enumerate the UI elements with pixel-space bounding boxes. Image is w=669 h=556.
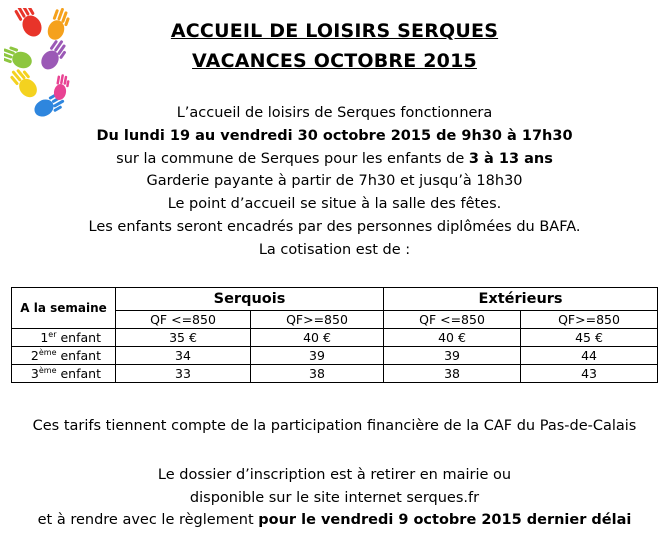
row-sup: ème [38,365,57,375]
column-header: QF>=850 [521,311,658,329]
table-cell: 38 [384,365,521,383]
dossier-line-3-text: et à rendre avec le règlement [37,512,259,528]
table-cell: 43 [521,365,658,383]
group-header-exterieurs: Extérieurs [384,288,658,311]
title-line-1: ACCUEIL DE LOISIRS SERQUES [170,20,499,42]
hand-pink [53,73,71,101]
row-num: 1 [40,329,49,345]
tarifs-table [11,287,658,383]
row-num: 2 [30,347,39,363]
row-label [12,329,116,347]
intro-line-4: Garderie payante à partir de 7h30 et jusqu’à 18h30 [146,173,523,190]
dossier-text [0,464,669,532]
row-label [12,347,116,365]
intro-line-3 [0,148,669,171]
intro-dates: Du lundi 19 au vendredi 30 octobre 2015 de 9h30 à 17h30 [96,127,573,144]
intro-line-3-text: sur la commune de Serques pour les enfants de [116,150,469,167]
group-header-serquois: Serquois [116,288,384,311]
row-sup: ème [38,347,57,357]
column-header: QF <=850 [116,311,251,329]
intro-line-6: Les enfants seront encadrés par des personnes diplômées du BAFA. [88,218,581,235]
column-header: QF>=850 [251,311,384,329]
row-num: 3 [30,365,39,381]
row-label-text: enfant [56,365,101,381]
table-cell: 35 € [116,329,251,347]
intro-line-5: Le point d’accueil se situe à la salle des fêtes. [167,196,502,213]
table-header-row [12,288,658,311]
row-sup: er [48,329,57,339]
caf-note: Ces tarifs tiennent compte de la participation financière de la CAF du Pas-de-Calais [32,418,637,434]
age-range: 3 à 13 ans [468,150,553,167]
intro-line-7: La cotisation est de : [258,241,411,258]
table-cell: 45 € [521,329,658,347]
dossier-line-2: disponible sur le site internet serques.fr [189,489,480,506]
table-row [12,329,658,347]
row-label-text: enfant [56,347,101,363]
table-row [12,347,658,365]
table-cell: 39 [384,347,521,365]
table-cell: 33 [116,365,251,383]
table-cell: 34 [116,347,251,365]
intro-text [0,102,669,262]
row-label [12,365,116,383]
intro-line-1: L’accueil de loisirs de Serques fonctionnera [176,105,493,121]
table-cell: 40 € [251,329,384,347]
column-header: QF <=850 [384,311,521,329]
title-line-2: VACANCES OCTOBRE 2015 [192,50,477,72]
row-label-text: enfant [56,329,101,345]
dossier-line-3 [0,509,669,532]
table-cell: 40 € [384,329,521,347]
table-row [12,365,658,383]
dossier-line-1: Le dossier d’inscription est à retirer en mairie ou [157,467,512,483]
table-cell: 44 [521,347,658,365]
row-header-cell: A la semaine [12,288,116,329]
table-cell: 39 [251,347,384,365]
deadline: pour le vendredi 9 octobre 2015 dernier délai [258,512,632,528]
table-cell: 38 [251,365,384,383]
